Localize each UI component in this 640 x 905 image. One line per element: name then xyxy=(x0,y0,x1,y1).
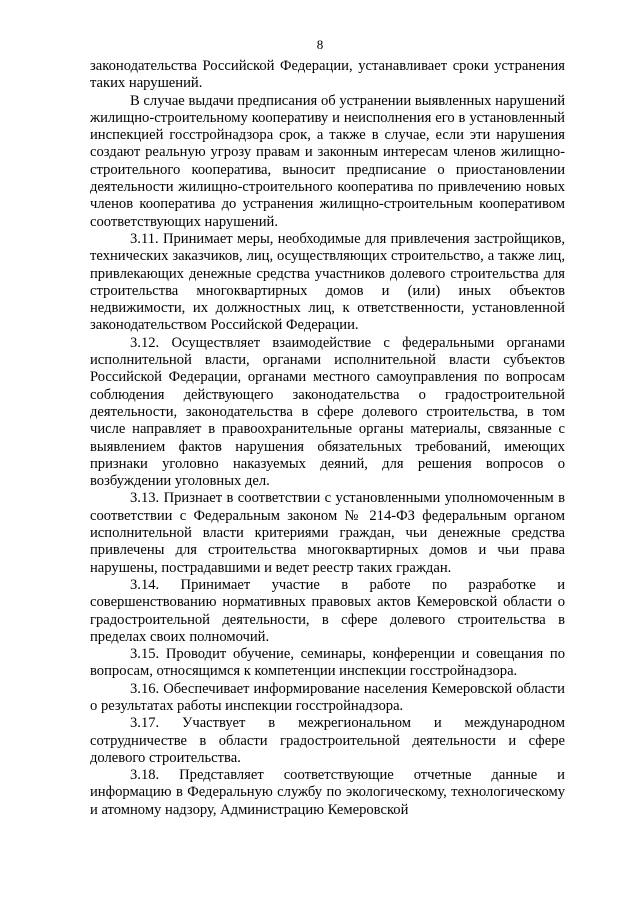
paragraph-3-15: 3.15. Проводит обучение, семинары, конференции и совещания по вопросам, относящимся к компетенции инспекции госстройнадзора. xyxy=(90,646,565,680)
paragraph-3-18: 3.18. Представляет соответствующие отчетные данные и информацию в Федеральную службу по экологическому, технологическому и атомному надзору, Администрацию Кемеровской xyxy=(90,767,565,818)
document-body xyxy=(90,58,565,819)
paragraph-3-13: 3.13. Признает в соответствии с установленными уполномоченным в соответствии с Федеральным законом № 214-ФЗ федеральным органом исполнительной власти критериями граждан, чьи денежные средства привлечены для строительства многоквартирных домов и чьи права нарушены, пострадавшими и ведет реестр таких граждан. xyxy=(90,490,565,576)
paragraph-3-11: 3.11. Принимает меры, необходимые для привлечения застройщиков, технических заказчиков, лиц, осуществляющих строительство, а также лиц, привлекающих денежные средства участников долевого строительства для строительства многоквартирных домов и (или) иных объектов недвижимости, их должностных лиц, к ответственности, установленной законодательством Российской Федерации. xyxy=(90,230,565,334)
paragraph-3-17: 3.17. Участвует в межрегиональном и международном сотрудничестве в области градостроительной деятельности и сфере долевого строительства. xyxy=(90,715,565,766)
paragraph-injunction: В случае выдачи предписания об устранении выявленных нарушений жилищно-строительному кооперативу и неисполнения его в установленный инспекцией госстройнадзора срок, а также в случае, если эти нарушения создают реальную угрозу правам и законным интересам членов жилищно-строительного кооператива, выносит предписание о приостановлении деятельности жилищно-строительного кооператива по привлечению новых членов кооператива до устранения жилищно-строительным кооперативом соответствующих нарушений. xyxy=(90,92,565,230)
paragraph-3-16: 3.16. Обеспечивает информирование населения Кемеровской области о результатах работы инспекции госстройнадзора. xyxy=(90,680,565,714)
paragraph-continuation: законодательства Российской Федерации, устанавливает сроки устранения таких нарушений. xyxy=(90,58,565,92)
paragraph-3-14: 3.14. Принимает участие в работе по разработке и совершенствованию нормативных правовых актов Кемеровской области о градостроительной деятельности, в сфере долевого строительства в пределах своих полномочий. xyxy=(90,576,565,645)
paragraph-3-12: 3.12. Осуществляет взаимодействие с федеральными органами исполнительной власти, органами исполнительной власти субъектов Российской Федерации, органами местного самоуправления по вопросам соблюдения действующего законодательства о градостроительной деятельности, законодательства в сфере долевого строительства, в том числе направляет в правоохранительные органы материалы, связанные с выявлением фактов нарушения обязательных требований, имеющих признаки уголовно наказуемых деяний, для решения вопросов о возбуждении уголовных дел. xyxy=(90,334,565,490)
page-number: 8 xyxy=(316,37,324,52)
